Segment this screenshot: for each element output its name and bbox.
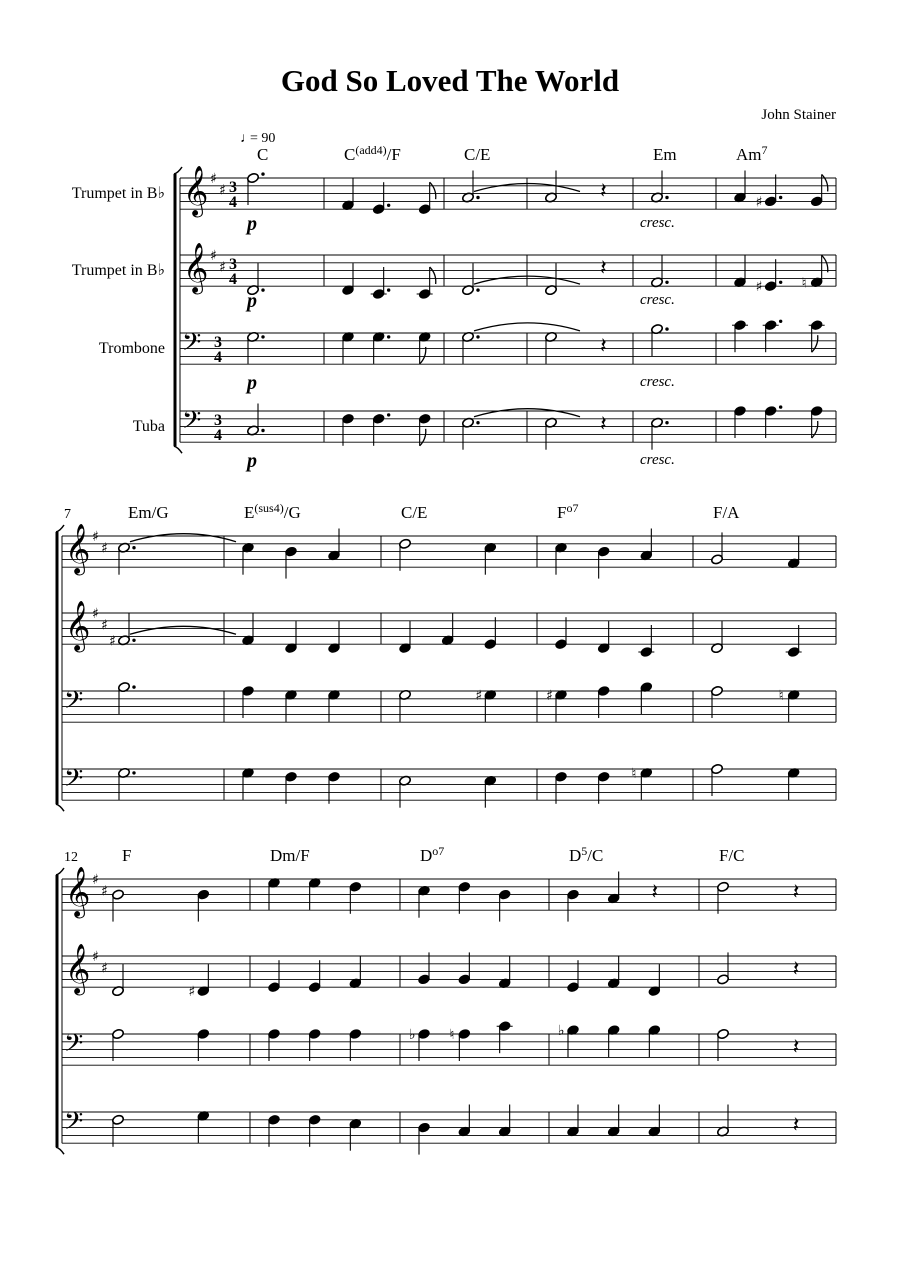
staff-1 [72,166,836,235]
natural-accidental-icon: ♮ [449,1027,455,1043]
system-2 [56,501,836,811]
note-flag [420,429,426,446]
treble-clef-icon: 𝄞 [183,166,209,216]
instrument-name: Trombone [98,340,165,357]
bass-clef-icon: 𝄢 [64,686,84,721]
key-sharp-icon: ♯ [210,171,217,187]
bass-clef-icon: 𝄢 [182,406,202,441]
chord-root: D [420,846,433,865]
chord-root: C/E [464,145,491,164]
dynamic-piano: p [247,213,257,235]
bass-clef-icon: 𝄢 [64,1029,84,1064]
chord-symbol [244,501,301,522]
dynamic-crescendo: cresc. [640,374,675,390]
bracket-bottom [56,1147,64,1154]
music-layer [56,143,836,1155]
chord-root: F [557,503,567,522]
chord-root: E [244,503,255,522]
dynamic-piano: p [247,372,257,394]
dynamic-piano: p [247,290,257,312]
chord-root: Dm/F [270,846,310,865]
note-flag [822,255,828,272]
time-signature-top: 3 [229,256,237,273]
composer-name: John Stainer [761,107,836,123]
dynamic-crescendo: cresc. [640,215,675,231]
staff-3 [62,1021,836,1066]
staff-2 [72,243,836,312]
chord-symbol [653,145,677,164]
sharp-accidental-icon: ♯ [475,687,483,704]
augmentation-dot [387,335,390,338]
chord-root: C/E [401,503,428,522]
treble-clef-icon: 𝄞 [65,867,91,917]
staff-2 [62,944,836,1000]
natural-accidental-icon: ♮ [801,275,807,292]
chord-extension: 7 [761,143,768,157]
bass-clef-icon: 𝄢 [182,328,202,363]
chord-root: D [569,846,582,865]
chord-symbol [344,143,401,164]
key-sharp-icon: ♯ [92,529,99,545]
chord-bass: /C [587,846,604,865]
score-title: God So Loved The World [280,63,620,98]
time-signature-bottom: 4 [229,194,237,211]
augmentation-dot [387,413,390,416]
key-sharp-icon: ♯ [101,883,108,900]
key-sharp-icon: ♯ [101,960,108,977]
bracket-bottom [56,804,64,811]
augmentation-dot [261,172,264,175]
chord-root: Em/G [128,503,169,522]
key-sharp-icon: ♯ [210,248,217,264]
sharp-accidental-icon: ♯ [109,633,116,650]
note-flag [420,347,426,364]
quarter-rest-icon: 𝄽 [600,334,607,359]
bar-number: 7 [64,507,71,522]
chord-symbol [128,503,169,522]
sharp-accidental-icon: ♯ [188,984,196,1001]
chord-root: Am [736,145,762,164]
augmentation-dot [476,196,479,199]
instrument-name: Tuba [132,418,165,435]
chord-extension: (sus4) [254,501,284,515]
bass-clef-icon: 𝄢 [64,764,84,799]
note-flag [430,182,436,199]
augmentation-dot [132,546,135,549]
treble-clef-icon: 𝄞 [65,944,91,994]
augmentation-dot [476,421,479,424]
tie-arc [130,534,236,542]
chord-root: F [122,846,132,865]
chord-extension: (add4) [355,143,387,157]
staff-3 [62,681,836,722]
chord-symbol [464,145,490,164]
augmentation-dot [665,327,668,330]
staff-4 [133,404,836,473]
key-sharp-icon: ♯ [219,182,226,199]
augmentation-dot [476,288,479,291]
quarter-rest-icon: 𝄽 [792,1113,800,1138]
chord-symbol [719,846,745,865]
quarter-rest-icon: 𝄽 [600,179,607,204]
augmentation-dot [387,204,390,207]
dynamic-piano: p [247,450,257,472]
system-1 [72,143,836,472]
chord-symbol [736,143,768,164]
key-sharp-icon: ♯ [101,540,108,557]
treble-clef-icon: 𝄞 [183,243,209,293]
quarter-rest-icon: 𝄽 [792,880,800,905]
chord-extension: o7 [566,501,579,515]
augmentation-dot [665,281,668,284]
dynamic-crescendo: cresc. [640,452,675,468]
note-flag [812,421,818,438]
natural-accidental-icon: ♮ [778,687,784,704]
treble-clef-icon: 𝄞 [65,524,91,574]
key-sharp-icon: ♯ [92,949,99,965]
augmentation-dot [132,685,135,688]
instrument-name: Trumpet in B♭ [71,262,165,279]
augmentation-dot [387,288,390,291]
bar-number: 12 [64,850,78,865]
note-flag [430,267,436,284]
quarter-rest-icon: 𝄽 [792,1035,800,1060]
quarter-rest-icon: 𝄽 [792,957,800,982]
quarter-rest-icon: 𝄽 [600,412,607,437]
augmentation-dot [779,281,782,284]
chord-symbol [257,145,268,164]
tempo-marking [240,131,275,146]
chord-root: C [257,145,269,164]
tie-arc [474,323,580,331]
staff-1 [62,524,836,579]
chord-root: C [344,145,356,164]
chord-bass: /G [283,503,301,522]
tie-arc [130,626,236,634]
chord-symbol [569,844,603,865]
time-signature-bottom: 4 [214,349,222,366]
dynamic-crescendo: cresc. [640,292,675,308]
bracket-bottom [174,446,182,453]
bracket-top [56,868,64,875]
chord-symbol [713,503,740,522]
staff-4 [62,1105,836,1155]
key-sharp-icon: ♯ [101,617,108,634]
chord-symbol [122,846,131,865]
instrument-name: Trumpet in B♭ [71,185,165,202]
key-sharp-icon: ♯ [92,606,99,622]
time-signature-top: 3 [229,179,237,196]
chord-symbol [557,501,578,522]
staff-2 [62,601,836,658]
chord-symbol [401,503,427,522]
bracket-top [174,167,182,174]
time-signature-bottom: 4 [229,271,237,288]
augmentation-dot [779,405,782,408]
chord-root: F/A [713,503,740,522]
sharp-accidental-icon: ♯ [546,687,553,704]
chord-extension: o7 [432,844,445,858]
tempo-value: = 90 [250,131,276,146]
staff-1 [62,867,836,922]
quarter-rest-icon: 𝄽 [600,256,607,281]
time-signature-bottom: 4 [214,427,222,444]
bracket-top [56,525,64,532]
flat-accidental-icon: ♭ [409,1027,416,1043]
system-3 [56,844,836,1155]
key-sharp-icon: ♯ [92,872,99,888]
quarter-rest-icon: 𝄽 [651,880,659,905]
sharp-accidental-icon: ♯ [755,279,763,296]
staff-4 [62,763,836,807]
augmentation-dot [132,639,135,642]
bass-clef-icon: 𝄢 [64,1107,84,1142]
augmentation-dot [779,196,782,199]
chord-symbol [270,846,310,865]
key-sharp-icon: ♯ [219,259,226,276]
augmentation-dot [665,421,668,424]
augmentation-dot [476,335,479,338]
chord-extension: 5 [581,844,588,858]
chord-bass: /F [386,145,401,164]
chord-symbol [420,844,444,865]
staff-3 [99,320,836,394]
sharp-accidental-icon: ♯ [755,194,763,211]
augmentation-dot [261,288,264,291]
augmentation-dot [132,771,135,774]
flat-accidental-icon: ♭ [558,1023,565,1040]
chord-root: F/C [719,846,745,865]
note-flag [812,335,818,352]
natural-accidental-icon: ♮ [631,765,637,782]
augmentation-dot [261,335,264,338]
treble-clef-icon: 𝄞 [65,601,91,651]
chord-root: Em [653,145,677,164]
augmentation-dot [779,320,782,323]
time-signature-top: 3 [214,334,222,351]
note-flag [822,174,828,191]
augmentation-dot [261,429,264,432]
time-signature-top: 3 [214,412,222,429]
augmentation-dot [665,196,668,199]
tempo-note-icon: ♩ [240,131,254,146]
